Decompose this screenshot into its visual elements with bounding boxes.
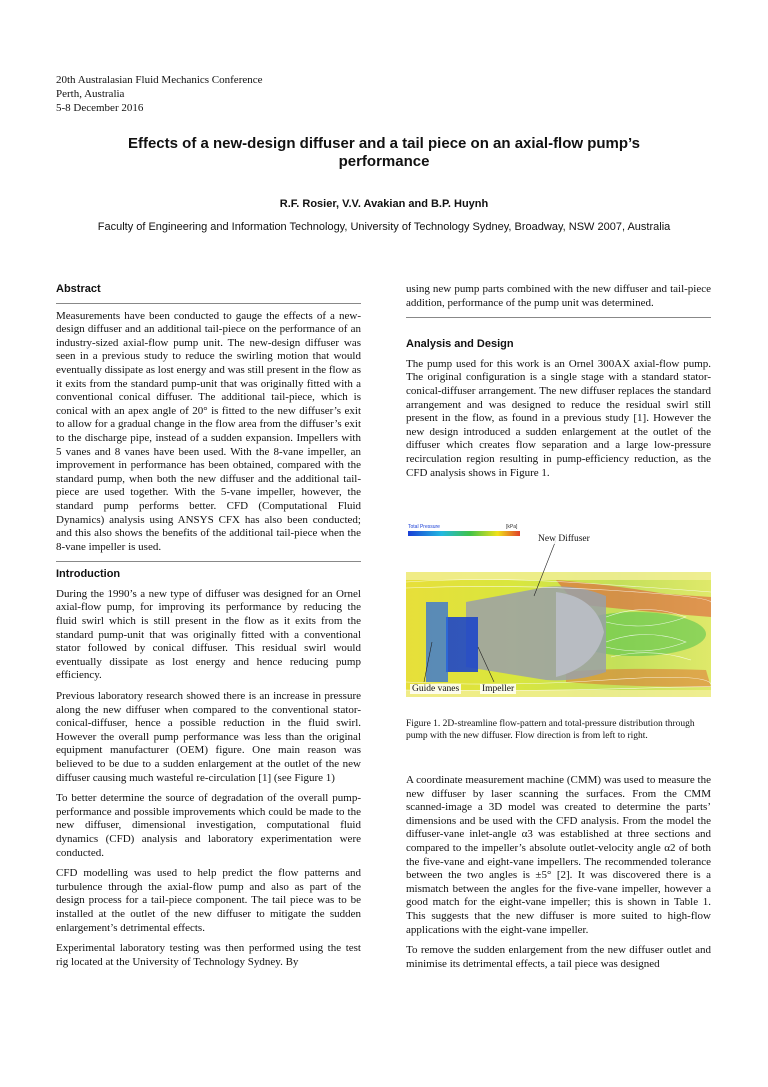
right-paragraph-0: using new pump parts combined with the new diffuser and tail-piece addition, performance of the pump unit was determined. — [406, 283, 711, 309]
conference-header — [56, 73, 263, 115]
analysis-paragraph-1: The pump used for this work is an Ornel 300AX axial-flow pump. The original configuration is a single stage with a standard stator-conical-diffuser arrangement. The new diffuser replaces the standard arrangement and was designed to reduce the residual swirl still present in the flow, as found in a previous study [1]. However the new design introduced a sudden enlargement at the outlet of the diffuser which creates flow separation and a large low-pressure recirculation region resulting in pump-efficiency reduction, as the CFD analysis shows in Figure 1. — [406, 357, 711, 479]
intro-paragraph-1: During the 1990’s a new type of diffuser was designed for an Ornel axial-flow pump, for improving its performance by reducing the fluid swirl which is still present in the flow as it exits from the standard pump-unit that was originally fitted with a conventional stator followed by conical diffuser. This residual swirl would eventually dissipate as lost energy and hence reducing pump efficiency. — [56, 587, 361, 682]
label-new-diffuser: New Diffuser — [538, 534, 590, 544]
abstract-heading: Abstract — [56, 283, 101, 295]
intro-paragraph-4: CFD modelling was used to help predict the flow patterns and turbulence through the axial-flow pump and also as part of the design process for a tail-piece component. The tail piece was to be installed at the outlet of the new diffuser to mitigate the sudden enlargement’s detrimental effects. — [56, 867, 361, 934]
abstract-end-rule — [56, 561, 361, 562]
analysis-paragraph-3: To remove the sudden enlargement from the new diffuser outlet and minimise its detrimental effects, a tail piece was designed — [406, 944, 711, 970]
paper-title-line2: performance — [338, 153, 430, 170]
label-guide-vanes: Guide vanes — [412, 684, 460, 694]
affiliation: Faculty of Engineering and Information Technology, University of Technology Sydney, Broadway, NSW 2007, Australia — [97, 221, 671, 233]
conference-name: 20th Australasian Fluid Mechanics Conference — [56, 74, 263, 86]
conference-location: Perth, Australia — [56, 88, 125, 100]
right-column-top — [406, 283, 711, 487]
analysis-paragraph-2: A coordinate measurement machine (CMM) was used to measure the new diffuser by laser scanning the surfaces. From the CMM scanned-image a 3D model was created to determine the parts’ dimensions and be used with the CFD analysis. From the model the diffuser-vane inlet-angle α3 was established at three sections and compared to the impeller’s absolute outlet-velocity angle α2 of both the five-vane and eight-vane impellers. The recommended tolerance between the two angles is ±5° [2]. It was discovered there is a mismatch between the angles for the five-vane impeller, however a good match for the eight-vane impeller; this is shown in Table 1. This suggests that the new diffuser is more suited to high-flow applications with the eight-vane impeller. — [406, 774, 711, 936]
conference-dates: 5-8 December 2016 — [56, 102, 144, 114]
cfd-figure — [406, 522, 711, 704]
paper-title — [60, 135, 708, 171]
intro-paragraph-2: Previous laboratory research showed there is an increase in pressure along the new diffuser when compared to the conventional stator-conical-diffuser, hence a possible reduction in the fluid swirl. However the overall pump performance was less than the original equipment manufacturer (OEM) figure. One main reason was believed to be due to a sudden enlargement at the outlet of the new diffuser causing much wasteful re-circulation [1] (see Figure 1) — [56, 690, 361, 784]
right-column-bottom — [406, 774, 711, 978]
paper-title-line1: Effects of a new-design diffuser and a tail piece on an axial-flow pump’s — [127, 135, 641, 152]
left-column — [56, 283, 361, 976]
cfd-streamline-image — [406, 522, 711, 704]
intro-paragraph-5: Experimental laboratory testing was then performed using the test rig located at the University of Technology Sydney. By — [56, 942, 361, 968]
legend-unit: [kPa] — [506, 524, 518, 530]
abstract-rule — [56, 303, 361, 304]
legend-colorbar — [408, 531, 520, 536]
authors: R.F. Rosier, V.V. Avakian and B.P. Huynh — [279, 198, 489, 210]
impeller-region — [446, 617, 478, 672]
legend-title: Total Pressure — [408, 524, 440, 530]
abstract-text: Measurements have been conducted to gauge the effects of a new-design diffuser and an additional tail-piece on the performance of an industry-sized axial-flow pump unit. The new-design diffuser was seen in a previous study to reduce the swirling motion that would eventually dissipate as lost energy and was still present in the flow as it exits from the standard pump-unit that was originally fitted with a conventional conical diffuser. The additional tail-piece, which is conical with an apex angle of 20° is fitted to the new diffuser’s exit to allow for a gradual change in the flow area from the diffuser’s exit to the discharge pipe, instead of a sudden expansion. Impellers with 5 vanes and 8 vanes have been used. With the 8-vane impeller, an improvement in performance has been obtained, compared with the standard pump, when both the new diffuser and the additional tail-piece are used together. With the 5-vane impeller, however, the standard pump performs better. CFD (Computational Fluid Dynamics) analysis using ANSYS CFX has also been conducted; and this also shows the benefits of the additional tail-piece when the 8-vane impeller is used. — [56, 309, 361, 553]
introduction-heading: Introduction — [56, 568, 121, 581]
label-impeller: Impeller — [482, 684, 515, 694]
right-rule — [406, 317, 711, 318]
analysis-heading: Analysis and Design — [406, 338, 514, 351]
intro-paragraph-3: To better determine the source of degradation of the overall pump-performance and possible improvements which could be made to the new diffuser, dimensional investigation, computational fluid dynamics (CFD) analysis and laboratory experimentation were conducted. — [56, 792, 361, 859]
figure-caption: Figure 1. 2D-streamline flow-pattern and total-pressure distribution through pump with the new diffuser. Flow direction is from left to right. — [406, 719, 695, 741]
